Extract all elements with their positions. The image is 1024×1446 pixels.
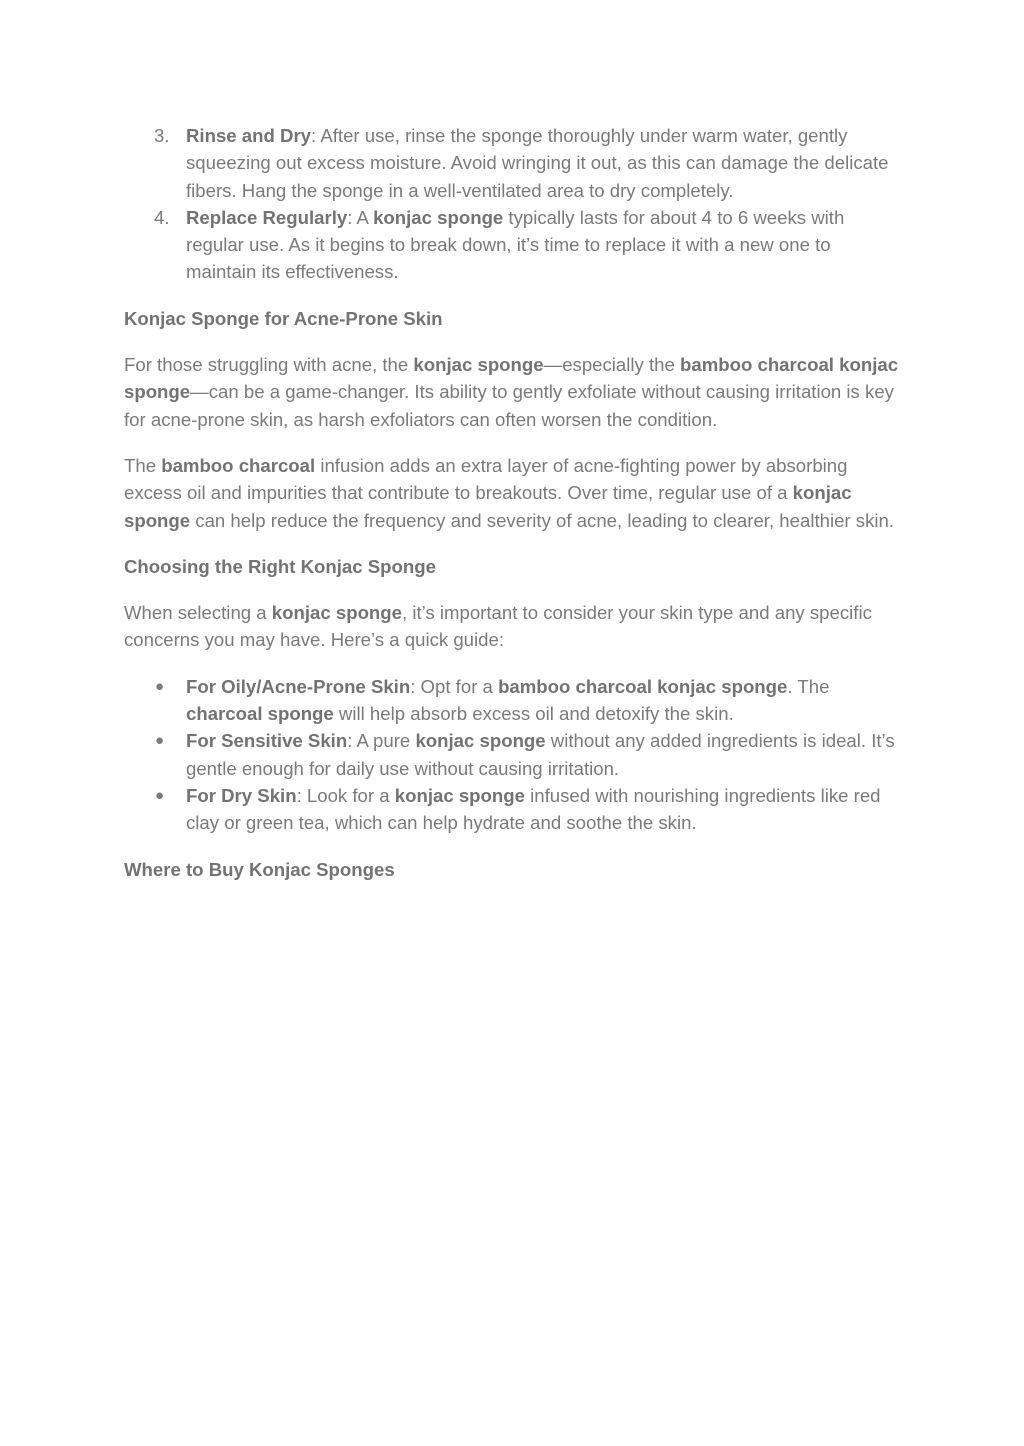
- step-title: Rinse and Dry: [186, 125, 312, 146]
- step-title: Replace Regularly: [186, 206, 348, 228]
- bold-term: bamboo charcoal konjac sponge: [124, 354, 899, 403]
- text: infusion adds an extra layer of acne-fighting power by absorbing excess oil and impurities that contribute to breakouts. Over time, regular use of a: [124, 454, 848, 504]
- bullet-icon: ●: [155, 732, 165, 750]
- list-number: 3.: [154, 125, 170, 146]
- list-item: [124, 673, 900, 728]
- step-text: typically lasts for about 4 to 6 weeks with regular use. As it begins to break down, it’s time to replace it with a new one to maintain its effectiveness.: [186, 206, 845, 283]
- bold-term: charcoal sponge: [186, 703, 334, 725]
- text: The: [124, 454, 162, 476]
- text: infused with nourishing ingredients like red clay or green tea, which can help hydrate and soothe the skin.: [186, 784, 881, 834]
- item-title: For Oily/Acne-Prone Skin: [186, 675, 411, 697]
- list-item: [124, 782, 900, 837]
- list-item: [124, 204, 900, 286]
- text: without any added ingredients is ideal. It’s gentle enough for daily use without causing irritation.: [186, 730, 895, 779]
- text: : Opt for a: [410, 675, 499, 697]
- text: will help absorb excess oil and detoxify the skin.: [333, 703, 734, 725]
- text: —can be a game-changer. Its ability to gently exfoliate without causing irritation is key for acne-prone skin, as harsh exfoliators can often worsen the condition.: [124, 381, 894, 430]
- section-heading-acne: Konjac Sponge for Acne-Prone Skin: [124, 307, 443, 329]
- bullet-icon: ●: [155, 677, 165, 695]
- bold-term: konjac sponge: [413, 354, 544, 376]
- text: can help reduce the frequency and severity of acne, leading to clearer, healthier skin.: [190, 509, 895, 531]
- bullet-icon: ●: [155, 786, 165, 804]
- text: : A pure: [347, 730, 416, 752]
- text: , it’s important to consider your skin type and any specific concerns you may have. Here’s a quick guide:: [124, 602, 872, 651]
- paragraph: [124, 599, 900, 654]
- text: For those struggling with acne, the: [124, 354, 414, 376]
- document-page: [124, 122, 900, 883]
- paragraph: [124, 452, 900, 534]
- step-text: : After use, rinse the sponge thoroughly under warm water, gently squeezing out excess moisture. Avoid wringing it out, as this can damage the delicate fibers. Hang the sponge in a well-ventilated area to dry completely.: [186, 125, 889, 201]
- skin-type-guide-list: [124, 673, 900, 837]
- list-number: 4.: [154, 206, 170, 228]
- item-title: For Sensitive Skin: [186, 730, 348, 752]
- text: : Look for a: [296, 784, 395, 806]
- bold-term: bamboo charcoal konjac sponge: [498, 675, 788, 697]
- bold-term: konjac sponge: [394, 784, 525, 806]
- list-item: [124, 727, 900, 782]
- bold-term: konjac sponge: [124, 482, 852, 531]
- care-steps-list: [124, 122, 900, 286]
- text: When selecting a: [124, 602, 272, 624]
- bold-term: konjac sponge: [373, 206, 504, 228]
- bold-term: konjac sponge: [271, 602, 402, 624]
- text: . The: [787, 675, 830, 697]
- bold-term: konjac sponge: [415, 730, 546, 752]
- section-heading-buy: Where to Buy Konjac Sponges: [124, 858, 395, 880]
- list-item: [124, 122, 900, 204]
- item-title: For Dry Skin: [186, 784, 297, 806]
- text: —especially the: [543, 354, 681, 376]
- paragraph: [124, 351, 900, 433]
- bold-term: bamboo charcoal: [161, 454, 316, 476]
- step-text: : A: [347, 206, 374, 228]
- section-heading-choosing: Choosing the Right Konjac Sponge: [124, 555, 436, 577]
